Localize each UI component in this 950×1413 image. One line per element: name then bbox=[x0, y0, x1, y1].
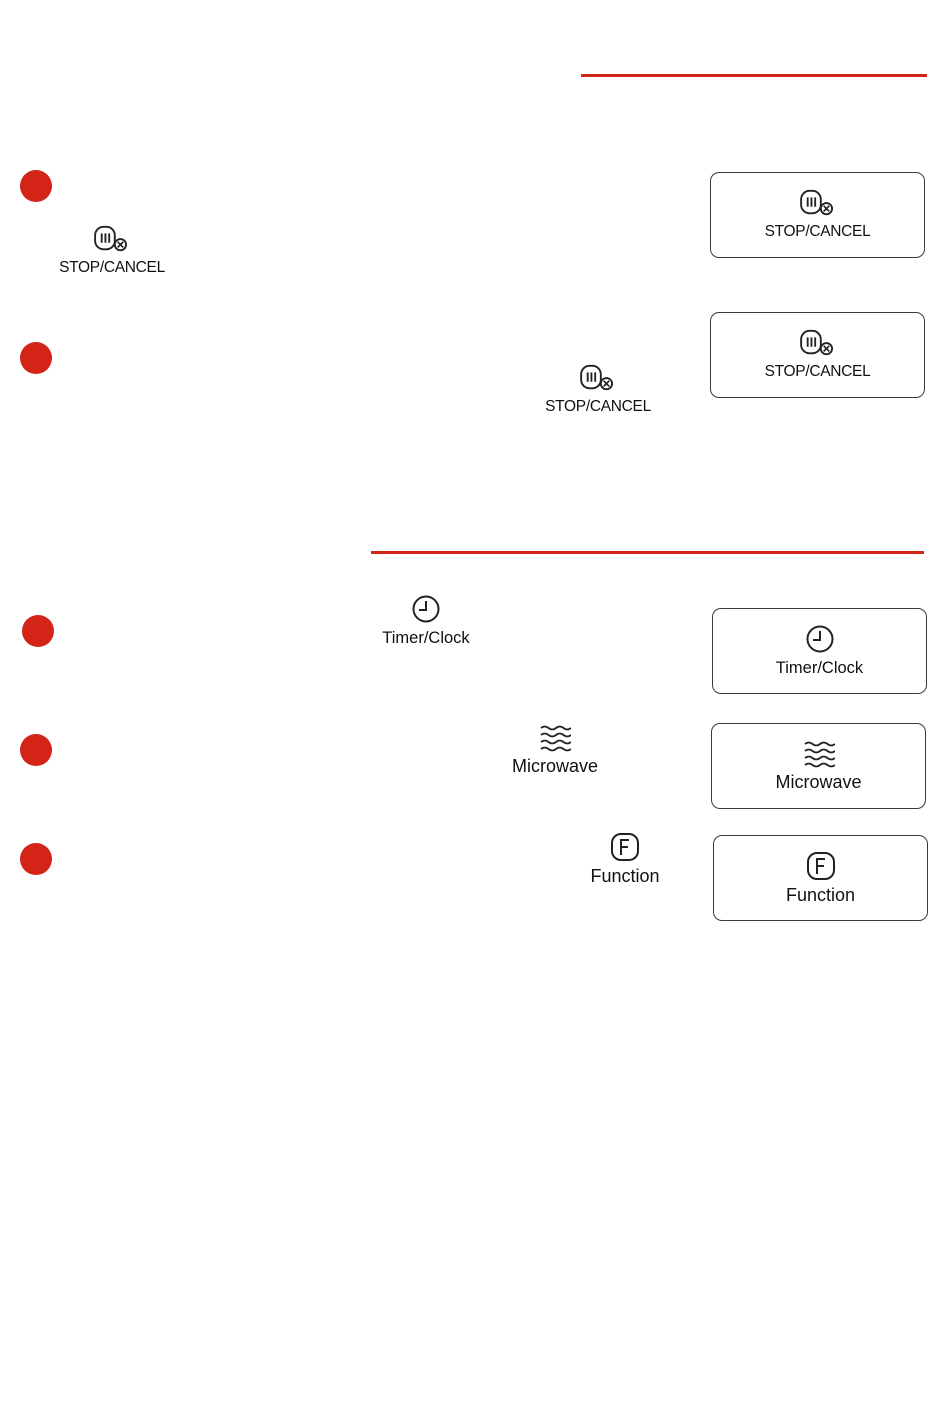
section-divider-middle bbox=[371, 551, 924, 554]
function-button[interactable] bbox=[713, 835, 928, 921]
clock-icon bbox=[411, 594, 441, 624]
timer-clock-button-label: Timer/Clock bbox=[775, 659, 864, 677]
microwave-label: Microwave bbox=[511, 756, 599, 776]
step-marker-3 bbox=[22, 615, 54, 647]
stop-cancel-label: STOP/CANCEL bbox=[59, 259, 165, 276]
inline-stop-cancel-b bbox=[533, 363, 663, 417]
timer-clock-label: Timer/Clock bbox=[382, 629, 470, 647]
function-button-label: Function bbox=[785, 885, 856, 905]
step-marker-4 bbox=[20, 734, 52, 766]
function-f-icon bbox=[610, 832, 640, 862]
step-marker-5 bbox=[20, 843, 52, 875]
stop-cancel-icon bbox=[579, 363, 617, 393]
inline-microwave bbox=[490, 724, 620, 776]
inline-function bbox=[560, 832, 690, 886]
microwave-button[interactable] bbox=[711, 723, 926, 809]
stop-cancel-icon bbox=[93, 224, 131, 254]
clock-icon bbox=[805, 624, 835, 654]
function-f-icon bbox=[806, 851, 836, 881]
stop-cancel-label: STOP/CANCEL bbox=[545, 398, 651, 415]
inline-stop-cancel-a bbox=[47, 224, 177, 278]
function-label: Function bbox=[590, 866, 660, 886]
stop-cancel-button-1[interactable] bbox=[710, 172, 925, 258]
step-marker-2 bbox=[20, 342, 52, 374]
stop-cancel-button-label: STOP/CANCEL bbox=[764, 223, 871, 240]
microwave-waves-icon bbox=[803, 740, 835, 768]
stop-cancel-button-2[interactable] bbox=[710, 312, 925, 398]
stop-cancel-icon bbox=[799, 328, 837, 358]
step-marker-1 bbox=[20, 170, 52, 202]
timer-clock-button[interactable] bbox=[712, 608, 927, 694]
stop-cancel-icon bbox=[799, 188, 837, 218]
microwave-waves-icon bbox=[539, 724, 571, 752]
inline-timer-clock bbox=[361, 594, 491, 648]
section-divider-top bbox=[581, 74, 927, 77]
microwave-button-label: Microwave bbox=[775, 772, 862, 792]
stop-cancel-button-label: STOP/CANCEL bbox=[764, 363, 871, 380]
